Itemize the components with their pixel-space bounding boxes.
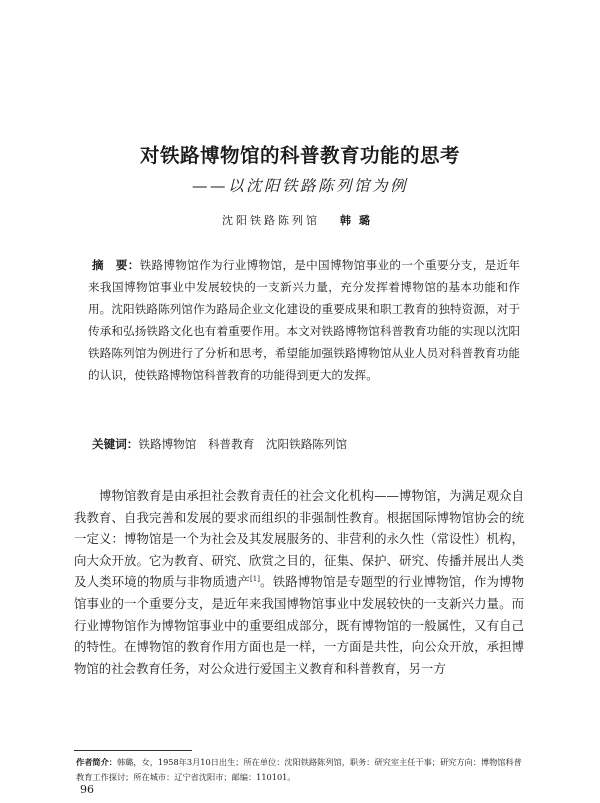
footnote-text: 韩璐，女，1958年3月10日出生；所在单位：沈阳铁路陈列馆，职务：研究室主任干事；研究方向：博物馆科普教育工作探讨；所在城市：辽宁省沈阳市；邮编：110101。 xyxy=(76,757,522,782)
author-affiliation: 沈阳铁路陈列馆 xyxy=(222,214,320,227)
footnote-divider xyxy=(74,750,192,751)
author-footnote xyxy=(76,755,526,785)
page-number: 96 xyxy=(80,783,94,796)
abstract-text: 铁路博物馆作为行业博物馆，是中国博物馆事业的一个重要分支，是近年来我国博物馆事业中发展较快的一支新兴力量，充分发挥着博物馆的基本功能和作用。沈阳铁路陈列馆作为路局企业文化建设的重要成果和职工教育的独特资源，对于传承和弘扬铁路文化也有着重要作用。本文对铁路博物馆科普教育功能的实现以沈阳铁路陈列馆为例进行了分析和思考，希望能加强铁路博物馆从业人员对科普教育功能的认识，使铁路博物馆科普教育的功能得到更大的发挥。 xyxy=(88,258,520,382)
body-text-part-1: 博物馆教育是由承担社会教育责任的社会文化机构——博物馆，为满足观众自我教育、自我完善和发展的要求而组织的非强制性教育。根据国际博物馆协会的统一定义：博物馆是一个为社会及其发展服务的、非营利的永久性（常设性）机构，向大众开放。它为教育、研究、欣赏之目的，征集、保护、研究、传播并展出人类及人类环境的物质与非物质遗产 xyxy=(74,488,524,590)
keywords xyxy=(92,436,520,452)
footnote-label: 作者简介： xyxy=(76,757,117,767)
abstract xyxy=(88,254,520,386)
paper-subtitle: ——以沈阳铁路陈列馆为例 xyxy=(192,177,409,195)
paper-title: 对铁路博物馆的科普教育功能的思考 xyxy=(139,144,460,167)
author-name: 韩璐 xyxy=(340,214,378,227)
citation-ref: [1] xyxy=(250,575,260,584)
author-line xyxy=(0,212,600,228)
body-text-part-2: 。铁路博物馆是专题型的行业博物馆，作为博物馆事业的一个重要分支，是近年来我国博物馆事业中发展较快的一支新兴力量。而行业博物馆作为博物馆事业中的重要组成部分，既有博物馆的一般属性，又有自己的特性。在博物馆的教育作用方面也是一样，一方面是共性，向公众开放，承担博物馆的社会教育任务，对公众进行爱国主义教育和科普教育，另一方 xyxy=(74,574,524,676)
keywords-text: 铁路博物馆 科普教育 沈阳铁路陈列馆 xyxy=(138,437,348,451)
body-paragraph xyxy=(74,485,524,679)
keywords-label: 关键词： xyxy=(92,437,139,451)
abstract-label: 摘 要： xyxy=(92,258,140,272)
